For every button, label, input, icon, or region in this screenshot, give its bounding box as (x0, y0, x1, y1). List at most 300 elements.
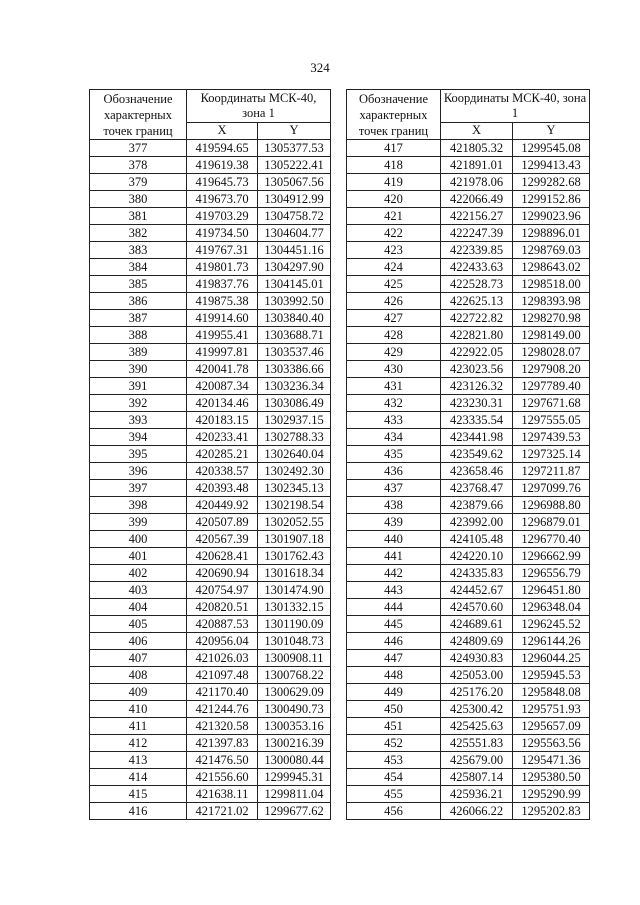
y-coordinate-cell: 1303992.50 (258, 293, 331, 310)
table-row (347, 225, 590, 242)
y-coordinate-cell: 1296662.99 (513, 548, 590, 565)
table-row (90, 531, 331, 548)
y-coordinate-cell: 1301190.09 (258, 616, 331, 633)
x-coordinate-cell: 424220.10 (441, 548, 513, 565)
y-coordinate-cell: 1304145.01 (258, 276, 331, 293)
point-number-cell: 408 (90, 667, 187, 684)
table-row (347, 735, 590, 752)
x-coordinate-cell: 420956.04 (187, 633, 258, 650)
table-row (347, 276, 590, 293)
table-row (347, 463, 590, 480)
y-coordinate-cell: 1301618.34 (258, 565, 331, 582)
point-number-cell: 412 (90, 735, 187, 752)
table-row (347, 378, 590, 395)
table-row (90, 752, 331, 769)
point-number-cell: 390 (90, 361, 187, 378)
x-coordinate-cell: 420285.21 (187, 446, 258, 463)
x-coordinate-cell: 423879.66 (441, 497, 513, 514)
y-coordinate-cell: 1301332.15 (258, 599, 331, 616)
x-coordinate-cell: 420087.34 (187, 378, 258, 395)
x-coordinate-cell: 424689.61 (441, 616, 513, 633)
header-coordinates: Координаты МСК-40, зона 1 (187, 90, 331, 123)
y-coordinate-cell: 1303840.40 (258, 310, 331, 327)
y-coordinate-cell: 1302640.04 (258, 446, 331, 463)
y-coordinate-cell: 1297439.53 (513, 429, 590, 446)
x-coordinate-cell: 425053.00 (441, 667, 513, 684)
y-coordinate-cell: 1298518.00 (513, 276, 590, 293)
point-number-cell: 417 (347, 140, 441, 157)
table-row (90, 480, 331, 497)
point-number-cell: 383 (90, 242, 187, 259)
x-coordinate-cell: 420754.97 (187, 582, 258, 599)
x-coordinate-cell: 421397.83 (187, 735, 258, 752)
x-coordinate-cell: 421476.50 (187, 752, 258, 769)
header-y: Y (513, 122, 590, 139)
point-number-cell: 448 (347, 667, 441, 684)
y-coordinate-cell: 1300080.44 (258, 752, 331, 769)
x-coordinate-cell: 421721.02 (187, 803, 258, 820)
x-coordinate-cell: 423023.56 (441, 361, 513, 378)
x-coordinate-cell: 426066.22 (441, 803, 513, 820)
x-coordinate-cell: 419801.73 (187, 259, 258, 276)
coordinates-table-right (346, 89, 590, 820)
table-row (90, 463, 331, 480)
table-row (90, 140, 331, 157)
point-number-cell: 413 (90, 752, 187, 769)
x-coordinate-cell: 420690.94 (187, 565, 258, 582)
x-coordinate-cell: 419997.81 (187, 344, 258, 361)
point-number-cell: 409 (90, 684, 187, 701)
point-number-cell: 385 (90, 276, 187, 293)
y-coordinate-cell: 1299282.68 (513, 174, 590, 191)
table-row (347, 429, 590, 446)
table-row (347, 327, 590, 344)
x-coordinate-cell: 422066.49 (441, 191, 513, 208)
x-coordinate-cell: 423768.47 (441, 480, 513, 497)
point-number-cell: 421 (347, 208, 441, 225)
table-row (347, 650, 590, 667)
x-coordinate-cell: 423335.54 (441, 412, 513, 429)
table-row (90, 276, 331, 293)
x-coordinate-cell: 419914.60 (187, 310, 258, 327)
table-row (347, 531, 590, 548)
y-coordinate-cell: 1295290.99 (513, 786, 590, 803)
x-coordinate-cell: 424335.83 (441, 565, 513, 582)
point-number-cell: 386 (90, 293, 187, 310)
point-number-cell: 433 (347, 412, 441, 429)
x-coordinate-cell: 419875.38 (187, 293, 258, 310)
point-number-cell: 397 (90, 480, 187, 497)
x-coordinate-cell: 420887.53 (187, 616, 258, 633)
x-coordinate-cell: 424452.67 (441, 582, 513, 599)
x-coordinate-cell: 425679.00 (441, 752, 513, 769)
point-number-cell: 426 (347, 293, 441, 310)
table-row (347, 803, 590, 820)
point-number-cell: 377 (90, 140, 187, 157)
point-number-cell: 389 (90, 344, 187, 361)
y-coordinate-cell: 1299677.62 (258, 803, 331, 820)
x-coordinate-cell: 422922.05 (441, 344, 513, 361)
y-coordinate-cell: 1305222.41 (258, 157, 331, 174)
table-row (347, 786, 590, 803)
y-coordinate-cell: 1302052.55 (258, 514, 331, 531)
table-row (347, 701, 590, 718)
table-row (347, 769, 590, 786)
x-coordinate-cell: 423549.62 (441, 446, 513, 463)
point-number-cell: 431 (347, 378, 441, 395)
table-row (90, 361, 331, 378)
table-row (347, 191, 590, 208)
x-coordinate-cell: 423992.00 (441, 514, 513, 531)
x-coordinate-cell: 421556.60 (187, 769, 258, 786)
point-number-cell: 405 (90, 616, 187, 633)
point-number-cell: 425 (347, 276, 441, 293)
x-coordinate-cell: 425300.42 (441, 701, 513, 718)
point-number-cell: 444 (347, 599, 441, 616)
table-body-right (347, 140, 590, 820)
x-coordinate-cell: 422156.27 (441, 208, 513, 225)
point-number-cell: 384 (90, 259, 187, 276)
table-row (90, 786, 331, 803)
point-number-cell: 435 (347, 446, 441, 463)
table-row (90, 412, 331, 429)
table-row (90, 769, 331, 786)
point-number-cell: 402 (90, 565, 187, 582)
y-coordinate-cell: 1298393.98 (513, 293, 590, 310)
x-coordinate-cell: 420449.92 (187, 497, 258, 514)
table-row (90, 803, 331, 820)
point-number-cell: 416 (90, 803, 187, 820)
table-row (90, 616, 331, 633)
point-number-cell: 401 (90, 548, 187, 565)
table-row (347, 718, 590, 735)
y-coordinate-cell: 1300629.09 (258, 684, 331, 701)
x-coordinate-cell: 420134.46 (187, 395, 258, 412)
table-row (90, 157, 331, 174)
y-coordinate-cell: 1299152.86 (513, 191, 590, 208)
point-number-cell: 388 (90, 327, 187, 344)
point-number-cell: 440 (347, 531, 441, 548)
point-number-cell: 415 (90, 786, 187, 803)
y-coordinate-cell: 1298643.02 (513, 259, 590, 276)
point-number-cell: 445 (347, 616, 441, 633)
header-point-designation: Обозначение характерных точек границ (347, 90, 441, 140)
table-row (90, 225, 331, 242)
y-coordinate-cell: 1296770.40 (513, 531, 590, 548)
point-number-cell: 398 (90, 497, 187, 514)
x-coordinate-cell: 425936.21 (441, 786, 513, 803)
y-coordinate-cell: 1295471.36 (513, 752, 590, 769)
point-number-cell: 395 (90, 446, 187, 463)
table-row (90, 378, 331, 395)
x-coordinate-cell: 425176.20 (441, 684, 513, 701)
y-coordinate-cell: 1303236.34 (258, 378, 331, 395)
table-row (347, 752, 590, 769)
point-number-cell: 380 (90, 191, 187, 208)
x-coordinate-cell: 420820.51 (187, 599, 258, 616)
point-number-cell: 396 (90, 463, 187, 480)
y-coordinate-cell: 1298896.01 (513, 225, 590, 242)
table-row (90, 293, 331, 310)
table-row (347, 361, 590, 378)
table-row (90, 395, 331, 412)
x-coordinate-cell: 420393.48 (187, 480, 258, 497)
y-coordinate-cell: 1300908.11 (258, 650, 331, 667)
point-number-cell: 419 (347, 174, 441, 191)
y-coordinate-cell: 1300216.39 (258, 735, 331, 752)
y-coordinate-cell: 1303688.71 (258, 327, 331, 344)
x-coordinate-cell: 424570.60 (441, 599, 513, 616)
header-x: X (441, 122, 513, 139)
x-coordinate-cell: 421805.32 (441, 140, 513, 157)
y-coordinate-cell: 1295202.83 (513, 803, 590, 820)
x-coordinate-cell: 422528.73 (441, 276, 513, 293)
point-number-cell: 423 (347, 242, 441, 259)
table-row (90, 582, 331, 599)
table-row (347, 242, 590, 259)
x-coordinate-cell: 419955.41 (187, 327, 258, 344)
point-number-cell: 446 (347, 633, 441, 650)
table-row (90, 242, 331, 259)
point-number-cell: 406 (90, 633, 187, 650)
y-coordinate-cell: 1304912.99 (258, 191, 331, 208)
point-number-cell: 427 (347, 310, 441, 327)
point-number-cell: 399 (90, 514, 187, 531)
table-row (90, 429, 331, 446)
y-coordinate-cell: 1301048.73 (258, 633, 331, 650)
x-coordinate-cell: 421097.48 (187, 667, 258, 684)
point-number-cell: 378 (90, 157, 187, 174)
y-coordinate-cell: 1298028.07 (513, 344, 590, 361)
table-row (90, 667, 331, 684)
x-coordinate-cell: 422821.80 (441, 327, 513, 344)
y-coordinate-cell: 1296245.52 (513, 616, 590, 633)
y-coordinate-cell: 1302198.54 (258, 497, 331, 514)
x-coordinate-cell: 420338.57 (187, 463, 258, 480)
table-row (90, 548, 331, 565)
point-number-cell: 436 (347, 463, 441, 480)
point-number-cell: 404 (90, 599, 187, 616)
table-body-left (90, 140, 331, 820)
table-row (347, 599, 590, 616)
y-coordinate-cell: 1297555.05 (513, 412, 590, 429)
table-row (347, 395, 590, 412)
point-number-cell: 449 (347, 684, 441, 701)
table-row (90, 701, 331, 718)
x-coordinate-cell: 421638.11 (187, 786, 258, 803)
y-coordinate-cell: 1301762.43 (258, 548, 331, 565)
table-row (90, 650, 331, 667)
table-row (347, 140, 590, 157)
table-row (347, 582, 590, 599)
point-number-cell: 394 (90, 429, 187, 446)
point-number-cell: 418 (347, 157, 441, 174)
y-coordinate-cell: 1296879.01 (513, 514, 590, 531)
point-number-cell: 411 (90, 718, 187, 735)
x-coordinate-cell: 424105.48 (441, 531, 513, 548)
x-coordinate-cell: 421891.01 (441, 157, 513, 174)
point-number-cell: 453 (347, 752, 441, 769)
x-coordinate-cell: 421244.76 (187, 701, 258, 718)
y-coordinate-cell: 1296144.26 (513, 633, 590, 650)
y-coordinate-cell: 1297325.14 (513, 446, 590, 463)
y-coordinate-cell: 1304604.77 (258, 225, 331, 242)
x-coordinate-cell: 425551.83 (441, 735, 513, 752)
x-coordinate-cell: 422722.82 (441, 310, 513, 327)
y-coordinate-cell: 1301907.18 (258, 531, 331, 548)
point-number-cell: 407 (90, 650, 187, 667)
point-number-cell: 437 (347, 480, 441, 497)
x-coordinate-cell: 421978.06 (441, 174, 513, 191)
point-number-cell: 450 (347, 701, 441, 718)
y-coordinate-cell: 1303386.66 (258, 361, 331, 378)
y-coordinate-cell: 1295657.09 (513, 718, 590, 735)
y-coordinate-cell: 1302937.15 (258, 412, 331, 429)
x-coordinate-cell: 422433.63 (441, 259, 513, 276)
x-coordinate-cell: 424809.69 (441, 633, 513, 650)
table-row (347, 633, 590, 650)
point-number-cell: 432 (347, 395, 441, 412)
x-coordinate-cell: 422625.13 (441, 293, 513, 310)
x-coordinate-cell: 419767.31 (187, 242, 258, 259)
x-coordinate-cell: 424930.83 (441, 650, 513, 667)
point-number-cell: 428 (347, 327, 441, 344)
y-coordinate-cell: 1296044.25 (513, 650, 590, 667)
point-number-cell: 430 (347, 361, 441, 378)
x-coordinate-cell: 421170.40 (187, 684, 258, 701)
table-row (90, 599, 331, 616)
point-number-cell: 454 (347, 769, 441, 786)
y-coordinate-cell: 1296556.79 (513, 565, 590, 582)
point-number-cell: 443 (347, 582, 441, 599)
x-coordinate-cell: 419645.73 (187, 174, 258, 191)
y-coordinate-cell: 1298769.03 (513, 242, 590, 259)
point-number-cell: 420 (347, 191, 441, 208)
table-row (347, 412, 590, 429)
point-number-cell: 439 (347, 514, 441, 531)
header-y: Y (258, 122, 331, 139)
x-coordinate-cell: 419837.76 (187, 276, 258, 293)
y-coordinate-cell: 1305067.56 (258, 174, 331, 191)
y-coordinate-cell: 1295848.08 (513, 684, 590, 701)
point-number-cell: 381 (90, 208, 187, 225)
y-coordinate-cell: 1295945.53 (513, 667, 590, 684)
y-coordinate-cell: 1297099.76 (513, 480, 590, 497)
x-coordinate-cell: 420041.78 (187, 361, 258, 378)
point-number-cell: 382 (90, 225, 187, 242)
point-number-cell: 393 (90, 412, 187, 429)
x-coordinate-cell: 420507.89 (187, 514, 258, 531)
x-coordinate-cell: 423126.32 (441, 378, 513, 395)
table-row (90, 718, 331, 735)
y-coordinate-cell: 1300353.16 (258, 718, 331, 735)
y-coordinate-cell: 1299945.31 (258, 769, 331, 786)
table-row (347, 497, 590, 514)
x-coordinate-cell: 420628.41 (187, 548, 258, 565)
y-coordinate-cell: 1302492.30 (258, 463, 331, 480)
point-number-cell: 414 (90, 769, 187, 786)
table-row (90, 446, 331, 463)
y-coordinate-cell: 1299023.96 (513, 208, 590, 225)
table-row (90, 191, 331, 208)
point-number-cell: 447 (347, 650, 441, 667)
y-coordinate-cell: 1298270.98 (513, 310, 590, 327)
x-coordinate-cell: 420183.15 (187, 412, 258, 429)
y-coordinate-cell: 1297908.20 (513, 361, 590, 378)
point-number-cell: 379 (90, 174, 187, 191)
point-number-cell: 441 (347, 548, 441, 565)
y-coordinate-cell: 1302345.13 (258, 480, 331, 497)
x-coordinate-cell: 425807.14 (441, 769, 513, 786)
point-number-cell: 455 (347, 786, 441, 803)
table-row (90, 735, 331, 752)
table-row (347, 174, 590, 191)
x-coordinate-cell: 423441.98 (441, 429, 513, 446)
y-coordinate-cell: 1305377.53 (258, 140, 331, 157)
y-coordinate-cell: 1297789.40 (513, 378, 590, 395)
table-row (90, 684, 331, 701)
x-coordinate-cell: 422247.39 (441, 225, 513, 242)
x-coordinate-cell: 420567.39 (187, 531, 258, 548)
x-coordinate-cell: 419734.50 (187, 225, 258, 242)
table-row (347, 157, 590, 174)
point-number-cell: 422 (347, 225, 441, 242)
table-row (90, 565, 331, 582)
table-row (347, 514, 590, 531)
page-number: 324 (310, 60, 330, 75)
point-number-cell: 410 (90, 701, 187, 718)
x-coordinate-cell: 420233.41 (187, 429, 258, 446)
y-coordinate-cell: 1303086.49 (258, 395, 331, 412)
y-coordinate-cell: 1301474.90 (258, 582, 331, 599)
table-row (347, 480, 590, 497)
point-number-cell: 424 (347, 259, 441, 276)
table-row (90, 514, 331, 531)
y-coordinate-cell: 1299413.43 (513, 157, 590, 174)
point-number-cell: 403 (90, 582, 187, 599)
y-coordinate-cell: 1296451.80 (513, 582, 590, 599)
table-row (90, 174, 331, 191)
x-coordinate-cell: 422339.85 (441, 242, 513, 259)
header-x: X (187, 122, 258, 139)
x-coordinate-cell: 419673.70 (187, 191, 258, 208)
x-coordinate-cell: 419619.38 (187, 157, 258, 174)
y-coordinate-cell: 1300768.22 (258, 667, 331, 684)
y-coordinate-cell: 1304451.16 (258, 242, 331, 259)
point-number-cell: 451 (347, 718, 441, 735)
x-coordinate-cell: 421320.58 (187, 718, 258, 735)
point-number-cell: 438 (347, 497, 441, 514)
y-coordinate-cell: 1303537.46 (258, 344, 331, 361)
point-number-cell: 452 (347, 735, 441, 752)
y-coordinate-cell: 1296988.80 (513, 497, 590, 514)
point-number-cell: 392 (90, 395, 187, 412)
table-row (347, 259, 590, 276)
y-coordinate-cell: 1296348.04 (513, 599, 590, 616)
y-coordinate-cell: 1299545.08 (513, 140, 590, 157)
point-number-cell: 400 (90, 531, 187, 548)
table-row (90, 327, 331, 344)
y-coordinate-cell: 1299811.04 (258, 786, 331, 803)
table-row (90, 310, 331, 327)
header-coordinates: Координаты МСК-40, зона 1 (441, 90, 590, 123)
header-point-designation: Обозначение характерных точек границ (90, 90, 187, 140)
x-coordinate-cell: 423230.31 (441, 395, 513, 412)
x-coordinate-cell: 419594.65 (187, 140, 258, 157)
y-coordinate-cell: 1300490.73 (258, 701, 331, 718)
table-row (347, 293, 590, 310)
point-number-cell: 442 (347, 565, 441, 582)
